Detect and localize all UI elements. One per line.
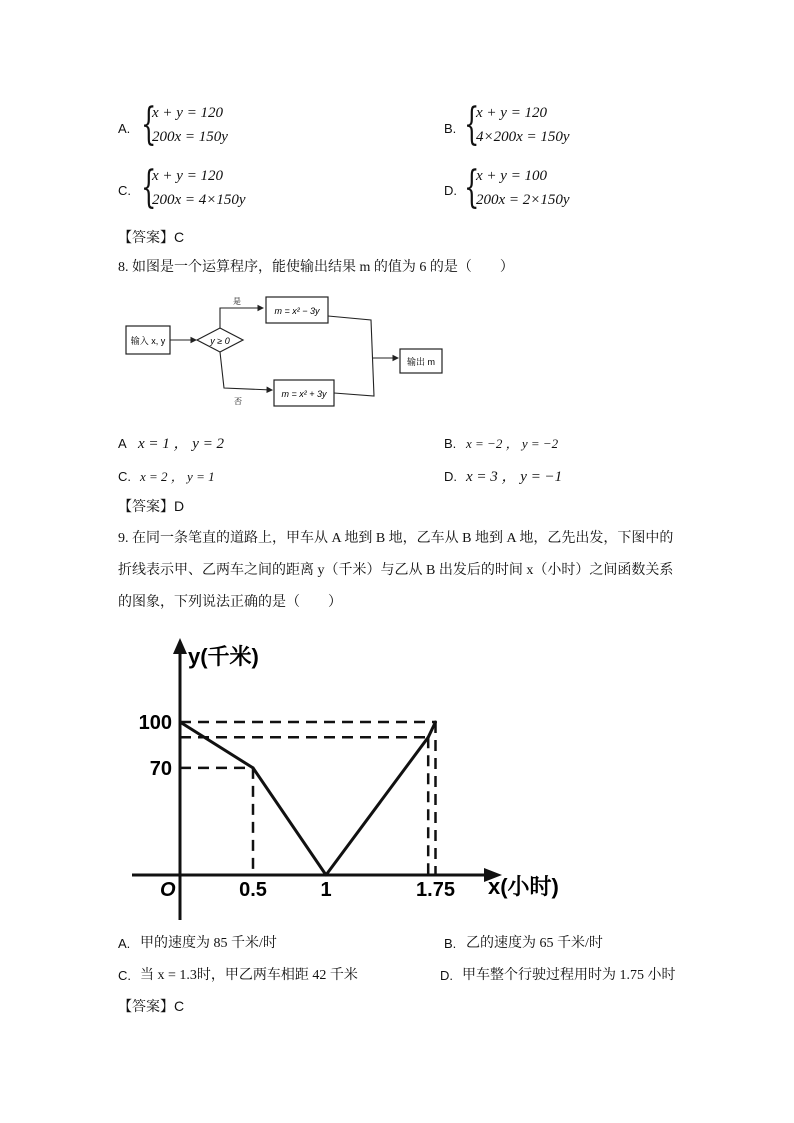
flow-output-label: 输出 m	[407, 357, 435, 367]
q8-answer: 【答案】D	[118, 498, 185, 514]
x-tick-label: 1.75	[416, 879, 455, 901]
option-letter: C.	[118, 469, 131, 484]
flow-bottom-process-label: m = x² + 3y	[281, 389, 327, 399]
equation-brace: {	[141, 99, 157, 150]
option-letter: C.	[118, 183, 131, 198]
option-letter: B.	[444, 436, 457, 451]
option-text: 甲车整个行驶过程用时为 1.75 小时	[462, 968, 676, 983]
flow-merge-line	[328, 316, 374, 396]
distance-time-chart	[120, 630, 580, 925]
option-letter: C.	[118, 968, 131, 983]
option-letter: D.	[444, 183, 457, 198]
option-letter: B.	[444, 121, 457, 136]
option-letter: A	[118, 436, 127, 451]
origin-label: O	[160, 879, 176, 901]
q7-answer: 【答案】C	[118, 229, 185, 245]
y-tick-label: 100	[138, 712, 172, 734]
option-text: x = 3 ， y = −1	[466, 469, 563, 485]
equation-line-2: 200x = 4×150y	[152, 192, 246, 208]
flow-top-process-label: m = x² − 3y	[274, 306, 320, 316]
flow-yes-arrow	[220, 308, 263, 328]
x-tick-label: 1	[320, 879, 332, 901]
data-point	[325, 874, 328, 877]
flow-condition-label: y ≥ 0	[210, 336, 230, 346]
option-letter: A.	[118, 121, 131, 136]
option-text: x = 2 ， y = 1	[140, 469, 215, 484]
equation-brace: {	[141, 162, 157, 213]
q9-stem-line-1: 9. 在同一条笔直的道路上，甲车从 A 地到 B 地，乙车从 B 地到 A 地，乙先出发，下图中的	[118, 531, 674, 546]
x-tick-label: 0.5	[239, 879, 267, 901]
equation-line-2: 4×200x = 150y	[476, 129, 570, 145]
q9-stem-line-2: 折线表示甲、乙两车之间的距离 y（千米）与乙从 B 出发后的时间 x（小时）之间函数关系	[118, 563, 674, 578]
option-text: 当 x = 1.3时，甲乙两车相距 42 千米	[140, 968, 358, 983]
q9-stem-line-3: 的图象，下列说法正确的是（ ）	[118, 595, 342, 610]
x-axis-label: x(小时)	[488, 874, 559, 899]
y-axis-label: y(千米)	[188, 644, 259, 669]
option-text: x = 1 ， y = 2	[138, 436, 225, 452]
data-point	[427, 736, 430, 739]
y-tick-label: 70	[149, 757, 172, 780]
option-letter: D.	[444, 469, 457, 484]
flowchart	[120, 292, 460, 412]
equation-line-1: x + y = 120	[152, 168, 224, 184]
data-point	[179, 721, 182, 724]
equation-line-2: 200x = 2×150y	[476, 192, 570, 208]
q9-answer: 【答案】C	[118, 998, 185, 1014]
option-letter: B.	[444, 936, 457, 951]
equation-line-1: x + y = 120	[476, 105, 548, 121]
option-text: 乙的速度为 65 千米/时	[466, 936, 603, 951]
q8-stem: 8. 如图是一个运算程序，能使输出结果 m 的值为 6 的是（ ）	[118, 260, 514, 275]
equation-brace: {	[464, 162, 480, 213]
data-point	[252, 766, 255, 769]
option-letter: A.	[118, 936, 131, 951]
option-text: 甲的速度为 85 千米/时	[140, 936, 277, 951]
flow-input-label: 输入 x, y	[130, 336, 166, 346]
equation-line-1: x + y = 120	[152, 105, 224, 121]
data-point	[434, 721, 437, 724]
option-letter: D.	[440, 968, 453, 983]
series-line	[180, 722, 436, 875]
option-text: x = −2 ， y = −2	[466, 436, 559, 451]
equation-line-2: 200x = 150y	[152, 129, 228, 145]
flow-yes-label: 是	[233, 297, 241, 306]
flow-no-arrow	[220, 352, 272, 390]
equation-line-1: x + y = 100	[476, 168, 548, 184]
equation-brace: {	[464, 99, 480, 150]
y-axis-arrow	[173, 638, 187, 654]
flow-no-label: 否	[234, 397, 242, 406]
